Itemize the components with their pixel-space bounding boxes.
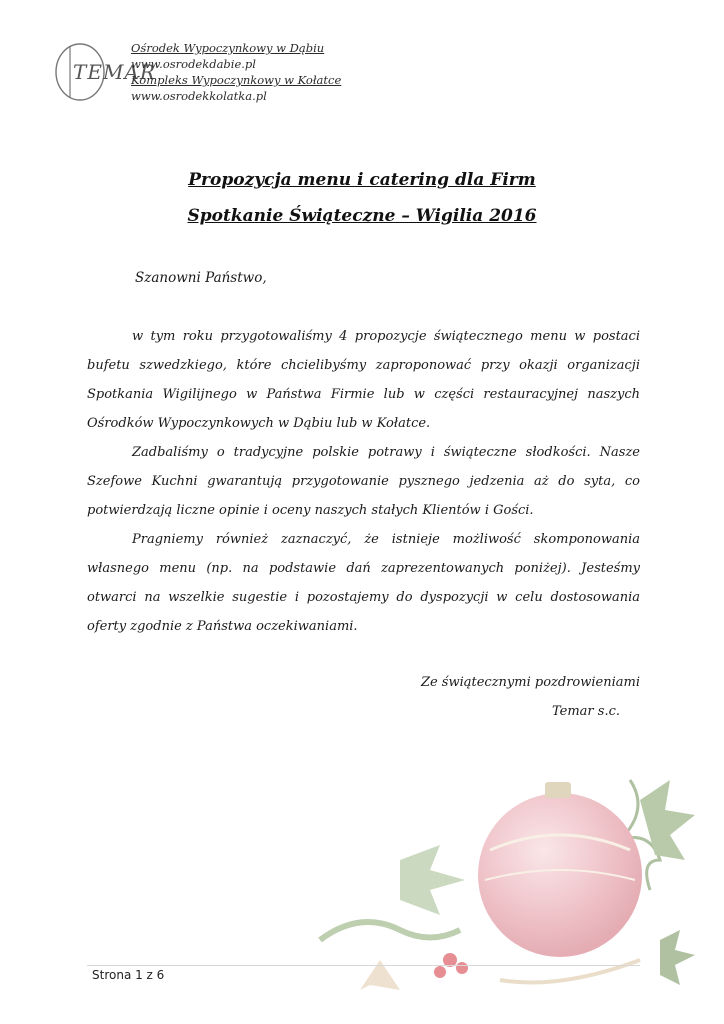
greeting: Szanowni Państwo, xyxy=(135,270,267,286)
signature: Temar s.c. xyxy=(552,704,620,719)
logo-text: TEMAR xyxy=(73,60,156,84)
header-line-3: Kompleks Wypoczynkowy w Kołatce xyxy=(131,73,342,87)
document-subtitle: Spotkanie Świąteczne – Wigilia 2016 xyxy=(187,206,537,226)
letter-body xyxy=(87,322,640,641)
paragraph-1: w tym roku przygotowaliśmy 4 propozycje świątecznego menu w postaci bufetu szwedzkiego, które chcielibyśmy zaproponować przy okazji organizacji Spotkania Wigilijnego w Państwa Firmie lub w części restauracyjnej naszych Ośrodków Wypoczynkowych w Dąbiu lub w Kołatce. xyxy=(87,329,640,431)
closing-line: Ze świątecznymi pozdrowieniami xyxy=(420,675,640,690)
header-website-2[interactable]: www.osrodekkolatka.pl xyxy=(131,89,267,103)
closing xyxy=(421,668,640,726)
christmas-ornament-decoration xyxy=(300,740,724,1024)
header-website-1[interactable]: www.osrodekdabie.pl xyxy=(131,57,256,71)
company-header xyxy=(131,40,341,104)
footer-divider xyxy=(87,965,640,966)
paragraph-3: Pragniemy również zaznaczyć, że istnieje możliwość skomponowania własnego menu (np. na podstawie dań zaprezentowanych poniżej). Jesteśmy otwarci na wszelkie sugestie i pozostajemy do dyspozycji w celu dostosowania oferty zgodnie z Państwa oczekiwaniami. xyxy=(87,532,640,634)
page-number: Strona 1 z 6 xyxy=(92,968,165,982)
header-line-1: Ośrodek Wypoczynkowy w Dąbiu xyxy=(131,41,325,55)
paragraph-2: Zadbaliśmy o tradycyjne polskie potrawy i świąteczne słodkości. Nasze Szefowe Kuchni gwarantują przygotowanie pysznego jedzenia aż do syta, co potwierdzają liczne opinie i oceny naszych stałych Klientów i Gości. xyxy=(87,445,640,518)
document-title: Propozycja menu i catering dla Firm xyxy=(188,170,536,190)
